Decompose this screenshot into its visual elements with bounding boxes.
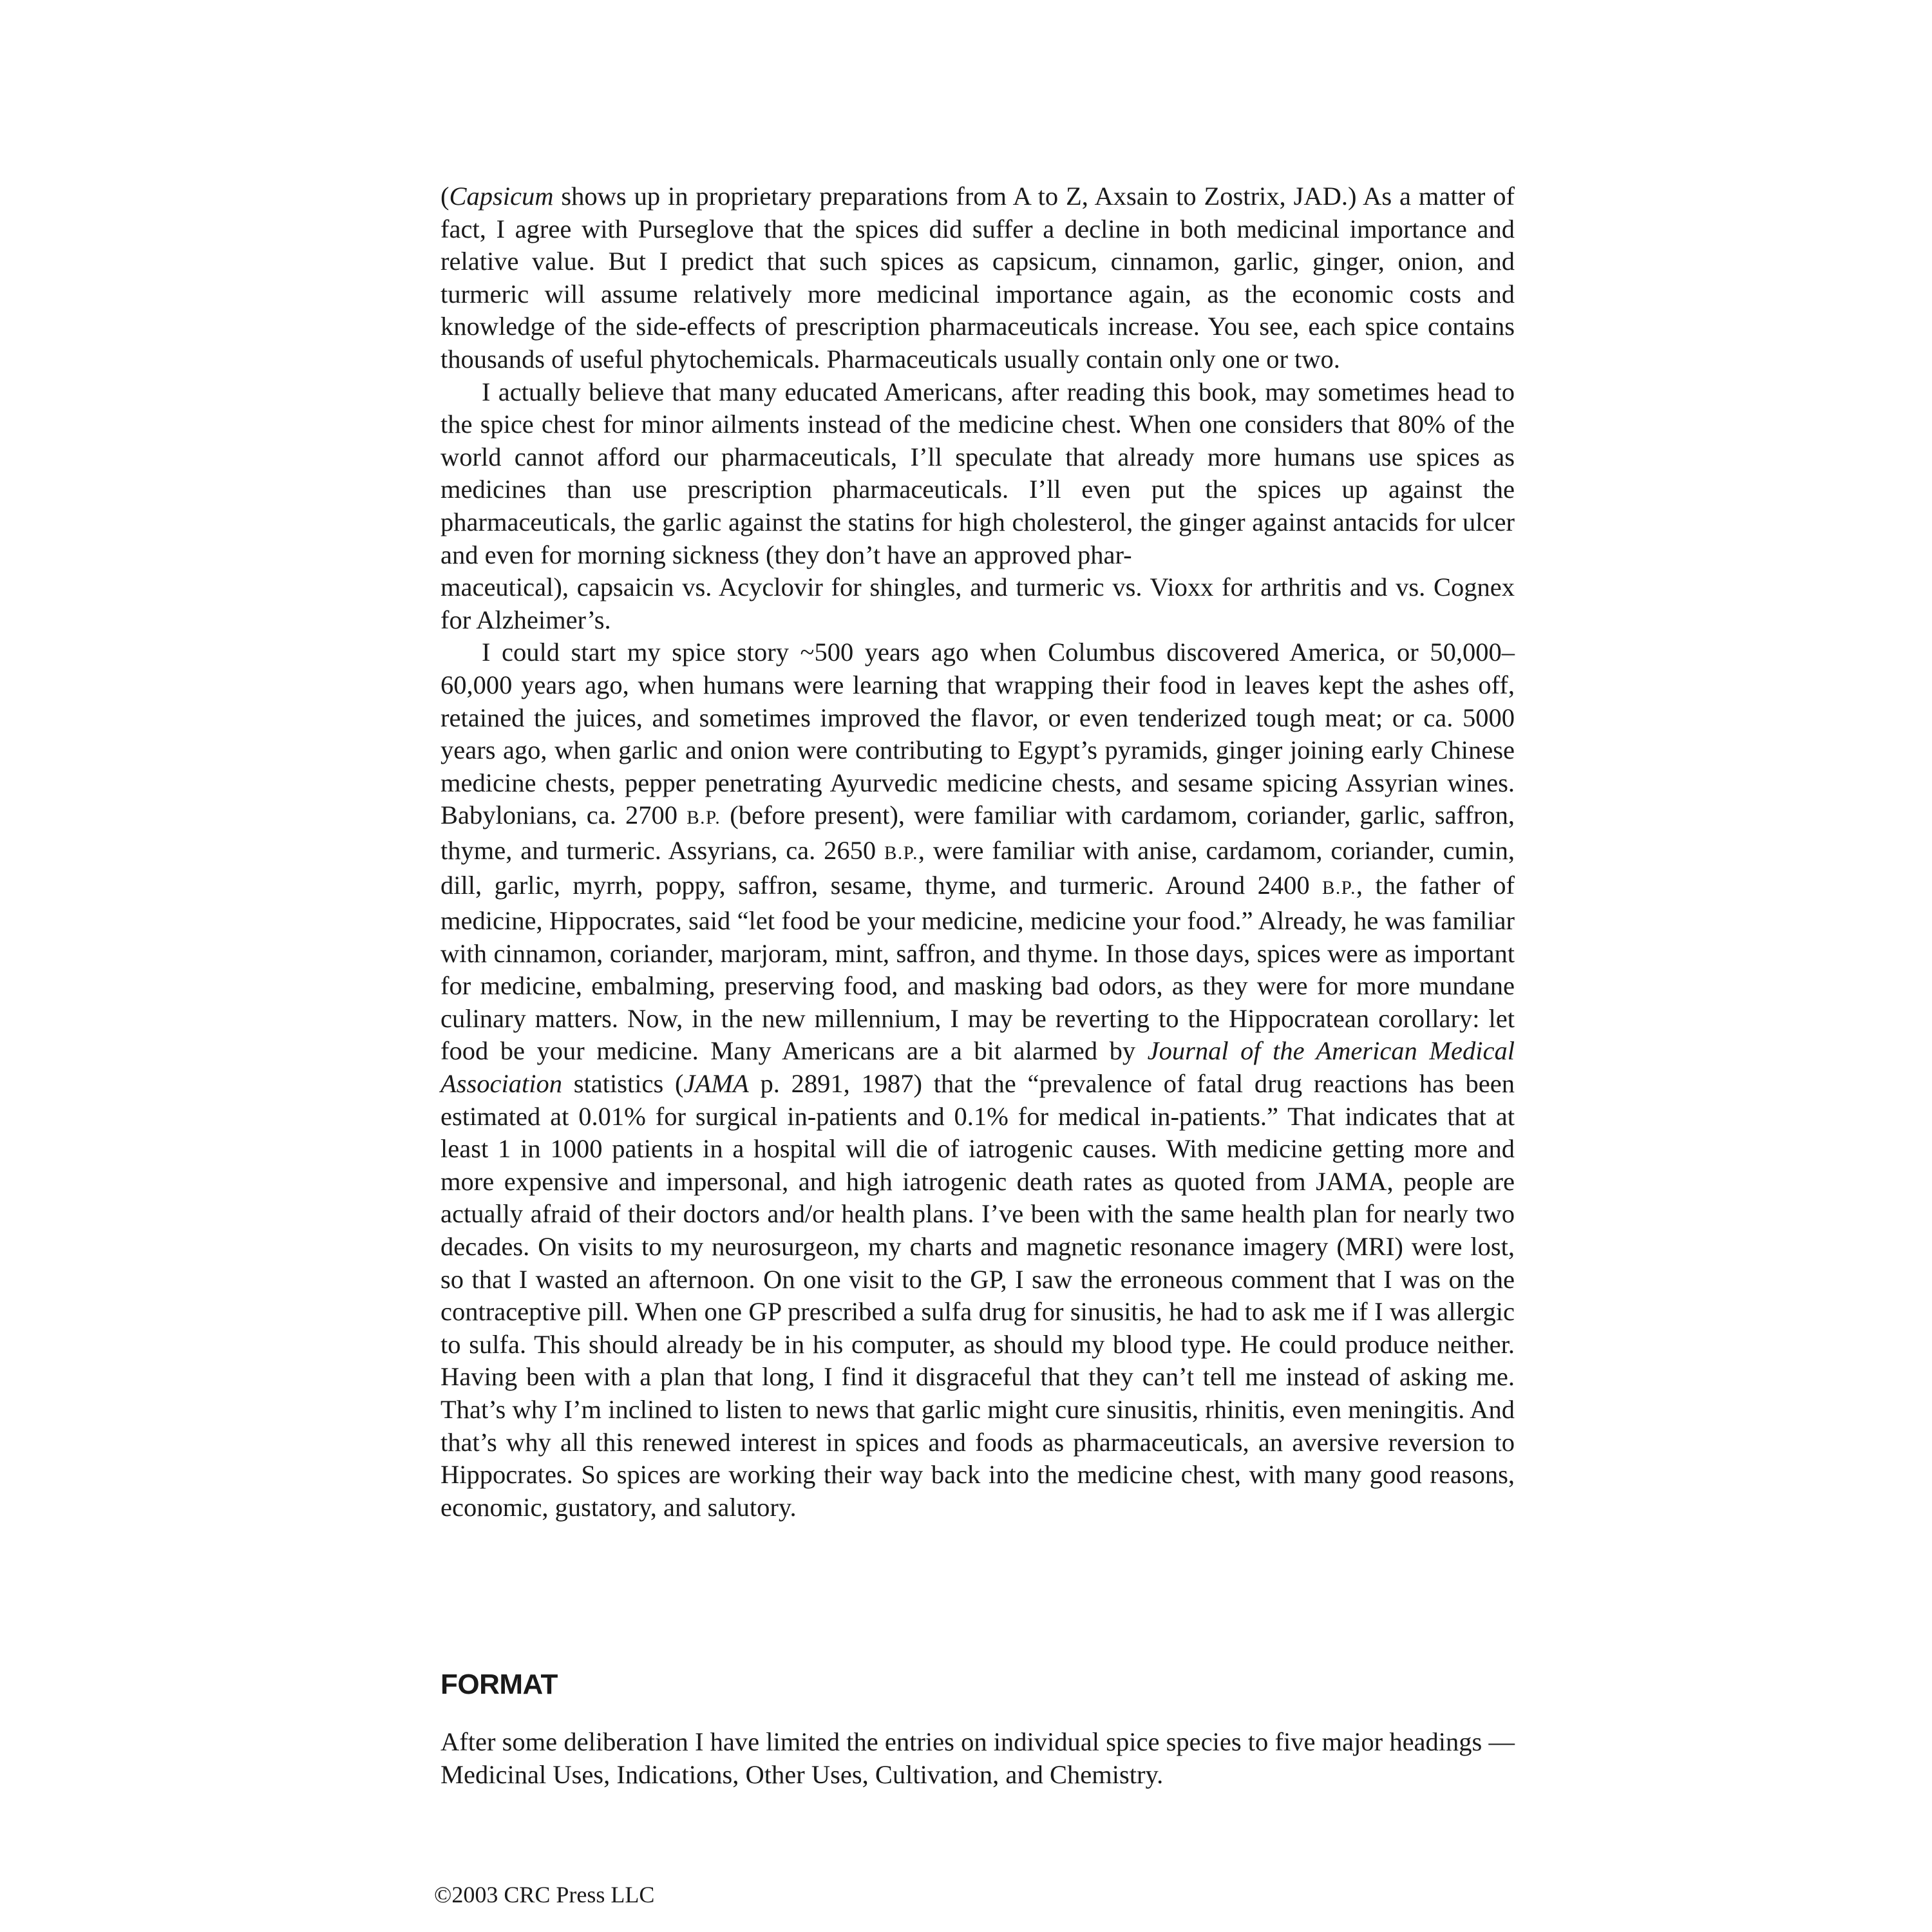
paragraph-3-text-b: (before present), were familiar with cardamom, coriander, garlic, saffron, thyme, and turmeric. Assyrians, ca. 2650 bbox=[440, 800, 1515, 865]
body-text bbox=[440, 180, 1515, 1524]
format-section bbox=[440, 1726, 1515, 1791]
paragraph-3-text-a: I could start my spice story ~500 years ago when Columbus discovered America, or 50,000–60,000 years ago, when humans were learning that wrapping their food in leaves kept the ashes off, retained the juices, and sometimes improved the flavor, or even tenderized tough meat; or ca. 5000 years ago, when garlic and onion were contributing to Egypt’s pyramids, ginger joining early Chinese medicine chests, pepper penetrating Ayurvedic medicine chests, and sesame spicing Assyrian wines. Babylonians, ca. 2700 bbox=[440, 638, 1515, 830]
paragraph-3-text-f: p. 2891, 1987) that the “prevalence of fatal drug reactions has been estimated at 0.01% for surgical in-patients and 0.1% for medical in-patients.” That indicates that at least 1 in 1000 patients in a hospital will die of iatrogenic causes. With medicine getting more and more expensive and impersonal, and high iatrogenic death rates as quoted from JAMA, people are actually afraid of their doctors and/or health plans. I’ve been with the same health plan for nearly two decades. On visits to my neurosurgeon, my charts and magnetic resonance imagery (MRI) were lost, so that I wasted an afternoon. On one visit to the GP, I saw the erroneous comment that I was on the contraceptive pill. When one GP prescribed a sulfa drug for sinusitis, he had to ask me if I was allergic to sulfa. This should already be in his computer, as should my blood type. He could produce neither. Having been with a plan that long, I find it disgraceful that they can’t tell me instead of asking me. That’s why I’m inclined to listen to news that garlic might cure sinusitis, rhinitis, even meningitis. And that’s why all this renewed interest in spices and foods as pharmaceuticals, an aversive reversion to Hippocrates. So spices are working their way back into the medicine chest, with many good reasons, economic, gustatory, and salutory. bbox=[440, 1069, 1515, 1522]
journal-title: Journal of the American Medical Association bbox=[440, 1036, 1515, 1099]
paragraph-2: I actually believe that many educated Americans, after reading this book, may sometimes head to the spice chest for minor ailments instead of the medicine chest. When one considers that 80% of the world cannot afford our pharmaceuticals, I’ll speculate that already more humans use spices as medicines than use prescription pharmaceuticals. I’ll even put the spices up against the pharmaceuticals, the garlic against the statins for high cholesterol, the ginger against antacids for ulcer and even for morning sickness (they don’t have an approved phar- maceutical), capsaicin vs. Acyclovir for shingles, and turmeric vs. Vioxx for arthritis and vs. Cognex for Alzheimer’s. bbox=[440, 377, 1515, 634]
paragraph-2-text-a: I actually believe that many educated Americans, after reading this book, may sometimes head to the spice chest for minor ailments instead of the medicine chest. When one considers that 80% of the world cannot afford our pharmaceuticals, I’ll speculate that already more humans use spices as medicines than use prescription pharmaceuticals. I’ll even put the spices up against the pharmaceuticals, the garlic against the statins for high cholesterol, the ginger against antacids for ulcer and even for morning sickness (they don’t have an approved phar bbox=[440, 377, 1515, 569]
format-text: After some deliberation I have limited the entries on individual spice species to five major headings — Medicinal Uses, Indications, Other Uses, Cultivation, and Chemistry. bbox=[440, 1727, 1515, 1789]
paragraph-1: (Capsicum shows up in proprietary preparations from A to Z, Axsain to Zostrix, JAD.) As a matter of fact, I agree with Purseglove that the spices did suffer a decline in both medicinal importance and relative value. But I predict that such spices as capsicum, cinnamon, garlic, ginger, onion, and turmeric will assume relatively more medicinal importance again, as the economic costs and knowledge of the side-effects of prescription pharmaceuticals increase. You see, each spice contains thousands of useful phytochemicals. Pharmaceuticals usually contain only one or two. bbox=[440, 182, 1515, 374]
era-abbrev: B.P. bbox=[884, 842, 918, 864]
paragraph-3-text-e: statistics ( bbox=[562, 1069, 684, 1099]
paragraph-1-text: shows up in proprietary preparations from A to Z, Axsain to Zostrix, JAD.) As a matter of fact, I agree with Purseglove that the spices did suffer a decline in both medicinal importance and relative value. But I predict that such spices as capsicum, cinnamon, garlic, ginger, onion, and turmeric will assume relatively more medicinal importance again, as the economic costs and knowledge of the side-effects of prescription pharmaceuticals increase. You see, each spice contains thousands of useful phytochemicals. Pharmaceuticals usually contain only one or two. bbox=[440, 182, 1515, 374]
paragraph-2-text-b: maceutical), capsaicin vs. Acyclovir for shingles, and turmeric vs. Vioxx for arthritis and vs. Cognex for Alzheimer’s. bbox=[440, 573, 1515, 634]
paragraph-3-text-d: , the father of medicine, Hippocrates, said “let food be your medicine, medicine your food.” Already, he was familiar with cinnamon, coriander, marjoram, mint, saffron, and thyme. In those days, spices were as important for medicine, embalming, preserving food, and masking bad odors, as they were for more mundane culinary matters. Now, in the new millennium, I may be reverting to the Hippocratean corollary: let food be your medicine. Many Americans are a bit alarmed by bbox=[440, 871, 1515, 1066]
era-abbrev: B.P. bbox=[687, 808, 721, 829]
journal-abbrev: JAMA bbox=[683, 1069, 749, 1099]
paragraph-3-text-c: , were familiar with anise, cardamom, coriander, cumin, dill, garlic, myrrh, poppy, saffron, sesame, thyme, and turmeric. Around 2400 bbox=[440, 835, 1515, 900]
paragraph-3 bbox=[440, 636, 1515, 1524]
format-heading: FORMAT bbox=[440, 1669, 558, 1700]
era-abbrev: B.P. bbox=[1322, 878, 1356, 899]
italic-term: Capsicum bbox=[449, 182, 554, 211]
copyright-footer: ©2003 CRC Press LLC bbox=[434, 1882, 655, 1908]
